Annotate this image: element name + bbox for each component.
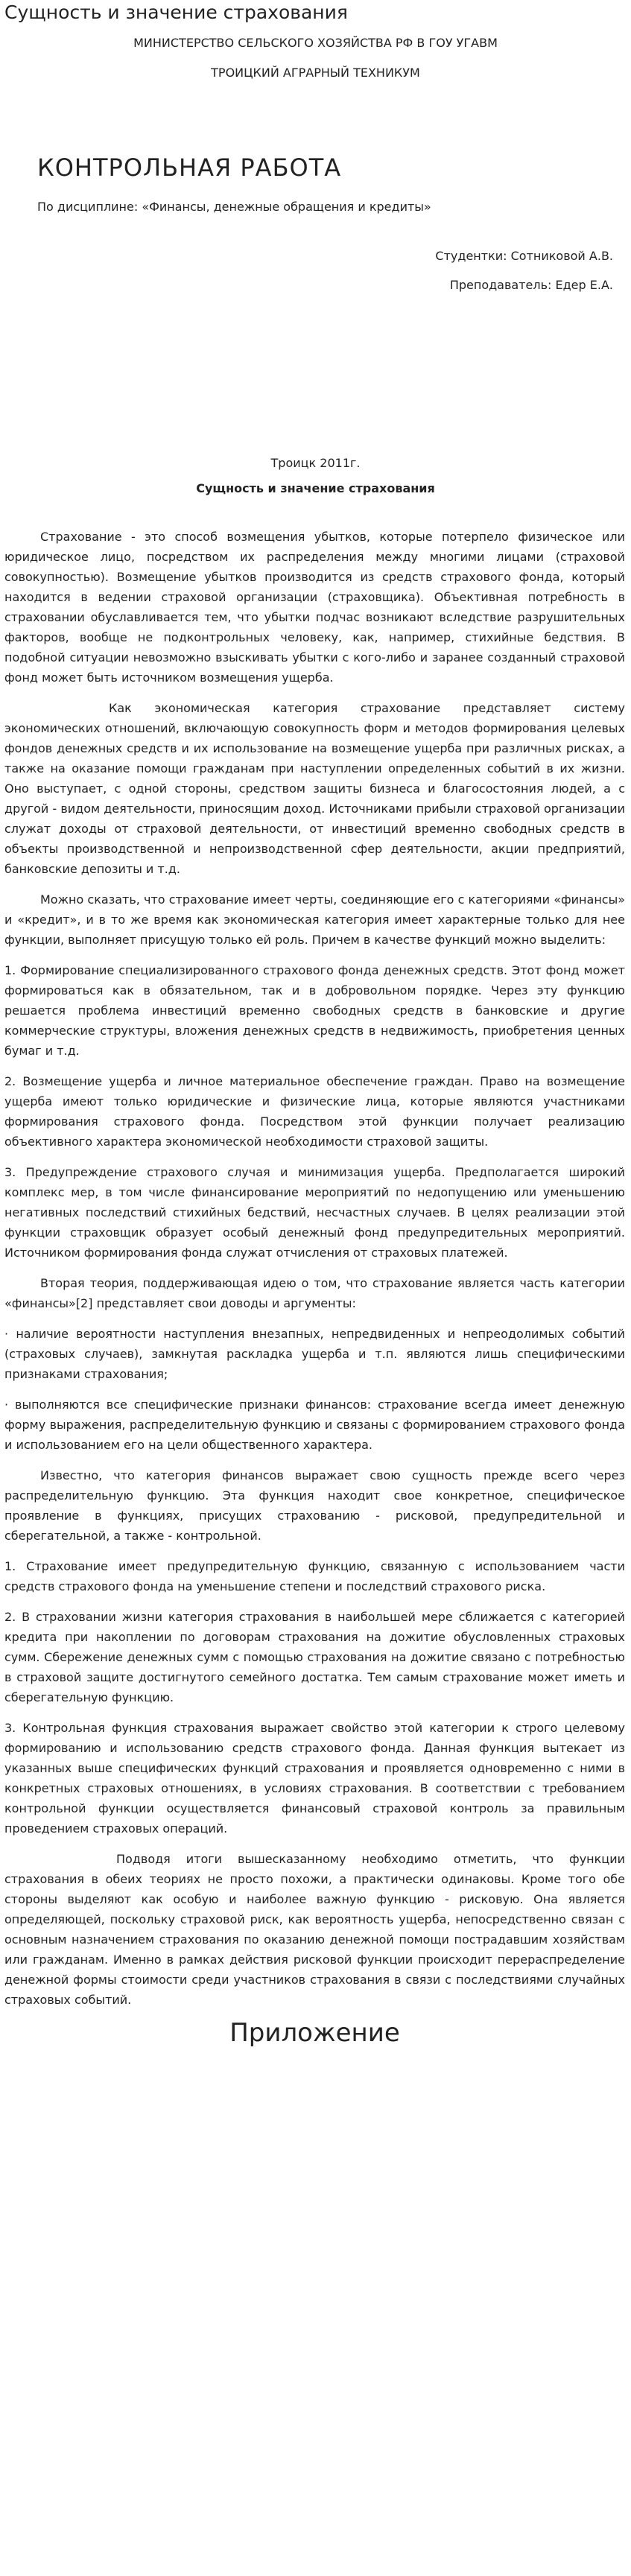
paragraph: Страхование - это способ возмещения убытков, которые потерпело физическое или юридическое лицо, посредством их распределения между многими лицами (страховой совокупностью). Возмещение убытков производится из средств страхового фонда, который находится в ведении страховой организации (страховщика). Объективная потребность в страховании обуславливается тем, что убытки подчас возникают вследствие разрушительных факторов, вообще не подконтрольных человеку, как, например, стихийные бедствия. В подобной ситуации невозможно взыскивать убытки с кого-либо и заранее созданный страховой фонд может быть источником возмещения ущерба. [4,530,625,685]
city-year: Троицк 2011г. [270,456,361,470]
page-title: Сущность и значение страхования [4,1,348,23]
paragraph: 1. Страхование имеет предупредительную функцию, связанную с использованием части средств страхового фонда на уменьшение степени и последствий страхового риска. [4,1559,625,1593]
student-line: Студентки: Сотниковой А.В. [435,249,613,263]
ministry-line: МИНИСТЕРСТВО СЕЛЬСКОГО ХОЗЯЙСТВА РФ В ГОУ УГАВМ [133,36,498,50]
paragraph: Вторая теория, поддерживающая идею о том, что страхование является часть категории «финансы»[2] представляет свои доводы и аргументы: [4,1276,625,1310]
essay-title: Сущность и значение страхования [196,481,435,495]
college-line: ТРОИЦКИЙ АГРАРНЫЙ ТЕХНИКУМ [211,66,420,80]
essay-body [4,527,625,2054]
paragraph: Можно сказать, что страхование имеет черты, соединяющие его с категориями «финансы» и «кредит», и в то же время как экономическая категория имеет характерные только для нее функции, выполняет присущую только ей роль. Причем в качестве функций можно выделить: [4,892,625,947]
teacher-line: Преподаватель: Едер Е.А. [449,278,613,292]
paragraph: 3. Предупреждение страхового случая и минимизация ущерба. Предполагается широкий комплекс мер, в том числе финансирование мероприятий по недопущению или уменьшению негативных последствий стихийных бедствий, несчастных случаев. В целях реализации этой функции страховщик образует особый денежный фонд предупредительных мероприятий. Источником формирования фонда служат отчисления от страховых платежей. [4,1165,625,1260]
document-heading: КОНТРОЛЬНАЯ РАБОТА [37,153,342,182]
paragraph: · выполняются все специфические признаки финансов: страхование всегда имеет денежную форму выражения, распределительную функцию и связаны с формированием страхового фонда и использованием его на цели общественного характера. [4,1398,625,1452]
paragraph: Как экономическая категория страхование представляет систему экономических отношений, включающую совокупность форм и методов формирования целевых фондов денежных средств и их использование на возмещение ущерба при различных рисках, а также на оказание помощи гражданам при наступлении определенных событий в их жизни. Оно выступает, с одной стороны, средством защиты бизнеса и благосостояния людей, а с другой - видом деятельности, приносящим доход. Источниками прибыли страховой организации служат доходы от страховой деятельности, от инвестиций временно свободных средств в объекты производственной и непроизводственной сфер деятельности, акции предприятий, банковские депозиты и т.д. [4,701,625,876]
paragraph: 2. Возмещение ущерба и личное материальное обеспечение граждан. Право на возмещение ущерба имеют только юридические и физические лица, которые являются участниками формирования страхового фонда. Посредством этой функции получает реализацию объективного характера экономической необходимости страховой защиты. [4,1074,625,1149]
paragraph: 2. В страховании жизни категория страхования в наибольшей мере сближается с категорией кредита при накоплении по договорам страхования на дожитие обусловленных страховых сумм. Сбережение денежных сумм с помощью страхования на дожитие связано с потребностью в страховой защите достигнутого семейного достатка. Тем самым страхование может иметь и сберегательную функцию. [4,1610,625,1704]
paragraph: 3. Контрольная функция страхования выражает свойство этой категории к строго целевому формированию и использованию средств страхового фонда. Данная функция вытекает из указанных выше специфических функций страхования и проявляется одновременно с ними в конкретных страховых отношениях, в условиях страхования. В соответствии с требованием контрольной функции осуществляется финансовый страховой контроль за правильным проведением страховых операций. [4,1721,625,1836]
paragraph: Известно, что категория финансов выражает свою сущность прежде всего через распределительную функцию. Эта функция находит свое конкретное, специфическое проявление в функциях, присущих страхованию - рисковой, предупредительной и сберегательной, а также - контрольной. [4,1468,625,1543]
appendix-heading: Приложение [229,2018,400,2048]
paragraph: 1. Формирование специализированного страхового фонда денежных средств. Этот фонд может формироваться как в обязательном, так и в добровольном порядке. Через эту функцию решается проблема инвестиций временно свободных средств в банковские и другие коммерческие структуры, вложения денежных средств в недвижимость, приобретения ценных бумаг и т.д. [4,963,625,1058]
paragraph: · наличие вероятности наступления внезапных, непредвиденных и непреодолимых событий (страховых случаев), замкнутая раскладка ущерба и т.п. являются лишь специфическими признаками страхования; [4,1327,625,1381]
paragraph: Подводя итоги вышесказанному необходимо отметить, что функции страхования в обеих теориях не просто похожи, а практически одинаковы. Кроме того обе стороны выделяют как особую и наиболее важную функцию - рисковую. Она является определяющей, поскольку страховой риск, как вероятность ущерба, непосредственно связан с основным назначением страхования по оказанию денежной помощи пострадавшим хозяйствам или гражданам. Именно в рамках действия рисковой функции происходит перераспределение денежной формы стоимости среди участников страхования в связи с последствиями случайных страховых событий. [4,1852,625,2007]
discipline-line: По дисциплине: «Финансы, денежные обращения и кредиты» [37,200,431,214]
